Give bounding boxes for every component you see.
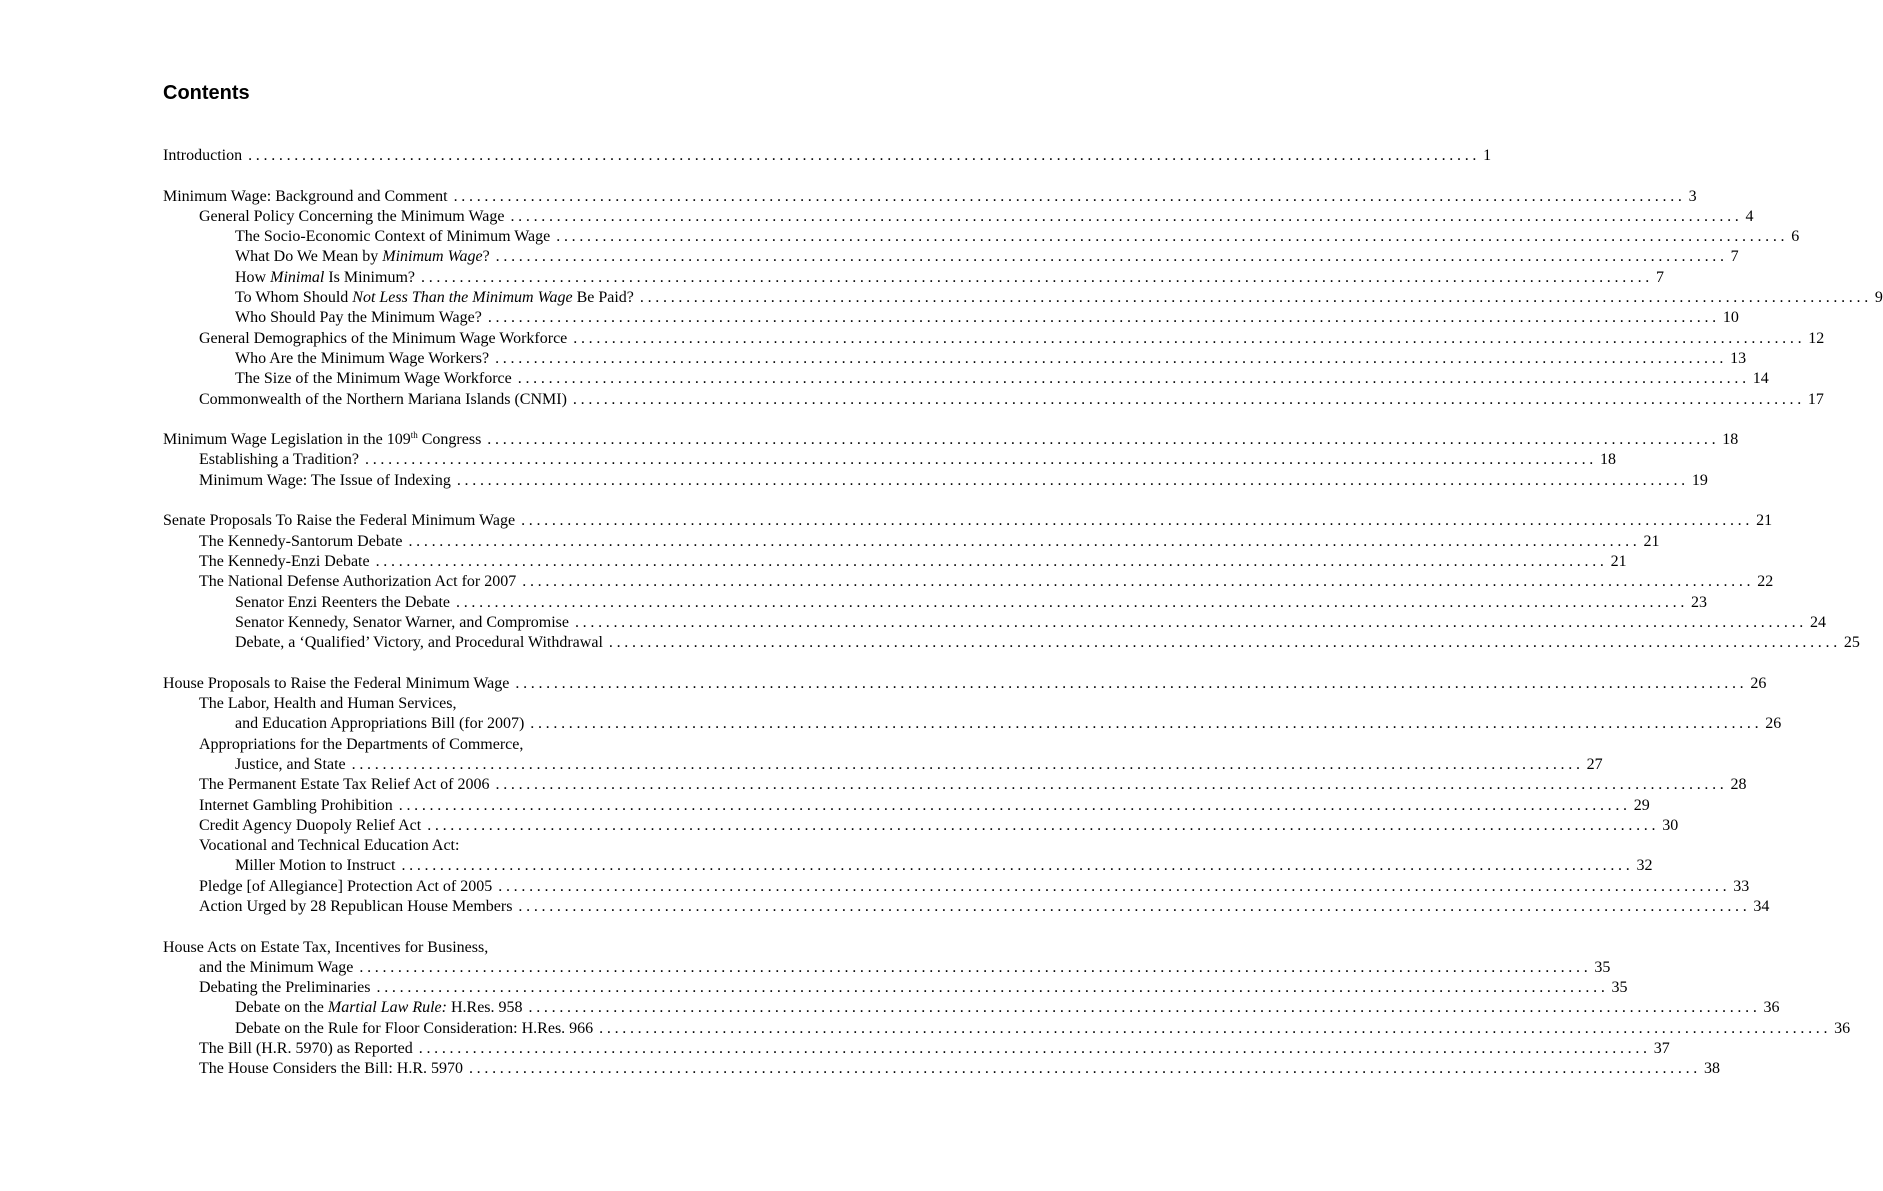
toc-entry[interactable] [163,694,759,714]
toc-entry[interactable] [163,450,1616,470]
toc-entry[interactable] [163,735,759,755]
dot-leader: ................................................................................................................................................................ [456,471,1689,489]
dot-leader: ................................................................................................................................................................ [487,309,1720,327]
toc-page-number: 7 [1656,268,1664,286]
toc-entry-title: The Bill (H.R. 5970) as Reported [199,1040,413,1058]
toc-entry[interactable] [163,958,1611,978]
toc-page-number: 36 [1834,1019,1851,1037]
toc-page-number: 36 [1763,999,1780,1017]
toc-entry-title: Justice, and State [235,755,346,773]
dot-leader: ................................................................................................................................................................ [375,552,1608,570]
toc-entry-title: General Policy Concerning the Minimum Wage [199,207,505,225]
toc-entry-title: House Acts on Estate Tax, Incentives for Business, [163,938,489,956]
toc-page-number: 21 [1643,532,1660,550]
toc-entry-title: Debate, a ‘Qualified’ Victory, and Procedural Withdrawal [235,634,603,652]
dot-leader: ................................................................................................................................................................ [408,532,1641,550]
toc-page-number: 22 [1757,573,1774,591]
toc-page-number: 12 [1808,329,1825,347]
toc-entry[interactable] [163,1059,1720,1079]
toc-entry-title: Minimum Wage: Background and Comment [163,187,448,205]
dot-leader: ................................................................................................................................................................ [573,329,1806,347]
toc-entry[interactable] [163,288,1883,308]
dot-leader: ................................................................................................................................................................ [487,431,1720,449]
toc-entry-title: Miller Motion to Instruct [235,857,396,875]
toc-page-number: 26 [1750,674,1767,692]
page-title: Contents [163,82,250,104]
toc-entry[interactable] [163,593,1708,613]
table-of-contents [163,146,1883,1080]
toc-entry[interactable] [163,775,1747,795]
toc-entry-title: The Size of the Minimum Wage Workforce [235,370,512,388]
toc-entry-title: Minimum Wage Legislation in the 109th Congress [163,430,482,449]
toc-page-number: 24 [1809,613,1826,631]
toc-entry[interactable] [163,511,1773,531]
dot-leader: ................................................................................................................................................................ [521,512,1754,530]
toc-page-number: 35 [1594,958,1611,976]
toc-entry[interactable] [163,349,1747,369]
dot-leader: ................................................................................................................................................................ [599,1019,1832,1037]
toc-page-number: 19 [1691,471,1708,489]
toc-entry[interactable] [163,998,1780,1018]
toc-page-number: 26 [1765,715,1782,733]
toc-page-number: 27 [1586,755,1603,773]
toc-entry[interactable] [163,369,1769,389]
toc-page-number: 35 [1611,979,1628,997]
dot-leader: ................................................................................................................................................................ [359,958,1592,976]
dot-leader: ................................................................................................................................................................ [398,796,1631,814]
dot-leader: ................................................................................................................................................................ [574,613,1807,631]
toc-entry-title: To Whom Should Not Less Than the Minimum Wage Be Paid? [235,289,634,307]
dot-leader: ................................................................................................................................................................ [522,573,1755,591]
toc-page-number: 17 [1807,390,1824,408]
dot-leader: ................................................................................................................................................................ [510,207,1743,225]
dot-leader: ................................................................................................................................................................ [608,634,1841,652]
toc-entry[interactable] [163,247,1739,267]
toc-page-number: 18 [1600,451,1616,469]
toc-entry[interactable] [163,836,759,856]
toc-entry-title: and the Minimum Wage [199,958,354,976]
dot-leader: ................................................................................................................................................................ [639,289,1872,307]
toc-page-number: 6 [1791,228,1800,246]
toc-entry[interactable] [163,207,1754,227]
toc-page-number: 7 [1730,248,1739,266]
dot-leader: ................................................................................................................................................................ [498,877,1731,895]
toc-entry[interactable] [163,1039,1670,1059]
toc-entry-title: Senator Enzi Reenters the Debate [235,593,451,611]
toc-entry[interactable] [163,897,1770,917]
dot-leader: ................................................................................................................................................................ [528,999,1761,1017]
dot-leader: ................................................................................................................................................................ [351,755,1584,773]
toc-entry-title: The Labor, Health and Human Services, [199,695,457,713]
dot-leader: ................................................................................................................................................................ [421,268,1653,286]
toc-page-number: 4 [1745,207,1754,225]
toc-entry-title: Debating the Preliminaries [199,979,371,997]
dot-leader: ................................................................................................................................................................ [572,390,1805,408]
toc-entry-title: The House Considers the Bill: H.R. 5970 [199,1060,463,1078]
dot-leader: ................................................................................................................................................................ [468,1060,1701,1078]
toc-page-number: 33 [1733,877,1750,895]
dot-leader: ................................................................................................................................................................ [401,857,1634,875]
dot-leader: ................................................................................................................................................................ [556,228,1789,246]
toc-entry-title: Introduction [163,147,243,164]
dot-leader: ................................................................................................................................................................ [453,187,1686,205]
dot-leader: ................................................................................................................................................................ [248,147,1481,164]
toc-page-number: 34 [1753,897,1770,915]
toc-entry[interactable] [163,856,1653,876]
toc-entry-title: Action Urged by 28 Republican House Members [199,897,513,915]
dot-leader: ................................................................................................................................................................ [376,979,1609,997]
toc-page-number: 37 [1653,1040,1670,1058]
toc-entry[interactable] [163,714,1782,734]
toc-entry[interactable] [163,268,1664,288]
toc-entry-title: Senate Proposals To Raise the Federal Minimum Wage [163,512,516,530]
toc-entry-title: Debate on the Rule for Floor Consideration: H.Res. 966 [235,1019,594,1037]
toc-entry-title: The National Defense Authorization Act for 2007 [199,573,517,591]
toc-entry-title: Senator Kennedy, Senator Warner, and Compromise [235,613,569,631]
toc-page-number: 25 [1843,634,1860,652]
toc-entry[interactable] [163,146,1492,166]
toc-entry-title: Pledge [of Allegiance] Protection Act of 2005 [199,877,493,895]
dot-leader: ................................................................................................................................................................ [517,370,1750,388]
toc-page-number: 30 [1662,816,1679,834]
toc-entry[interactable] [163,572,1774,592]
toc-entry[interactable] [163,613,1826,633]
dot-leader: ................................................................................................................................................................ [427,816,1660,834]
toc-page-number: 13 [1730,349,1747,367]
toc-entry[interactable] [163,877,1750,897]
toc-entry-title: Debate on the Martial Law Rule: H.Res. 958 [235,999,523,1017]
toc-entry-title: The Permanent Estate Tax Relief Act of 2006 [199,776,490,794]
dot-leader: ................................................................................................................................................................ [418,1040,1651,1058]
toc-entry-title: House Proposals to Raise the Federal Minimum Wage [163,674,510,692]
toc-entry[interactable] [163,532,1660,552]
toc-page-number: 29 [1633,796,1650,814]
dot-leader: ................................................................................................................................................................ [495,248,1728,266]
toc-page-number: 18 [1722,431,1739,449]
dot-leader: ................................................................................................................................................................ [518,897,1751,915]
toc-entry[interactable] [163,755,1603,775]
toc-entry[interactable] [163,187,1697,207]
toc-entry-title: Vocational and Technical Education Act: [199,837,460,855]
toc-page-number: 38 [1703,1060,1720,1078]
toc-entry-title: Who Are the Minimum Wage Workers? [235,349,490,367]
toc-page-number: 10 [1722,309,1739,327]
toc-entry-title: Minimum Wage: The Issue of Indexing [199,471,451,489]
toc-entry[interactable] [163,430,1739,450]
toc-entry-title: What Do We Mean by Minimum Wage? [235,248,490,266]
dot-leader: ................................................................................................................................................................ [530,715,1763,733]
toc-entry[interactable] [163,471,1708,491]
dot-leader: ................................................................................................................................................................ [515,674,1748,692]
toc-entry-title: Appropriations for the Departments of Commerce, [199,735,524,753]
toc-entry[interactable] [163,308,1739,328]
toc-page-number: 23 [1691,593,1708,611]
dot-leader: ................................................................................................................................................................ [456,593,1689,611]
toc-entry[interactable] [163,796,1650,816]
toc-page-number: 32 [1636,857,1653,875]
toc-entry[interactable] [163,390,1824,410]
toc-page-number: 21 [1610,552,1627,570]
toc-entry-title: The Socio-Economic Context of Minimum Wage [235,228,551,246]
toc-page-number: 28 [1730,776,1747,794]
toc-entry-title: Establishing a Tradition? [199,451,359,469]
toc-entry[interactable] [163,1019,1851,1039]
toc-entry-title: How Minimal Is Minimum? [235,268,415,286]
toc-entry[interactable] [163,633,1860,653]
toc-entry[interactable] [163,227,1800,247]
toc-entry[interactable] [163,329,1825,349]
toc-entry-title: Who Should Pay the Minimum Wage? [235,309,482,327]
toc-entry[interactable] [163,674,1767,694]
toc-entry-title: General Demographics of the Minimum Wage Workforce [199,329,568,347]
toc-entry[interactable] [163,552,1627,572]
toc-page-number: 21 [1756,512,1773,530]
toc-entry[interactable] [163,978,1628,998]
toc-entry[interactable] [163,938,759,958]
toc-entry-title: and Education Appropriations Bill (for 2007) [235,715,525,733]
toc-page-number: 3 [1688,187,1697,205]
toc-entry-title: Credit Agency Duopoly Relief Act [199,816,422,834]
toc-entry-title: The Kennedy-Santorum Debate [199,532,403,550]
dot-leader: ................................................................................................................................................................ [495,349,1728,367]
toc-page-number: 14 [1752,370,1769,388]
toc-entry-title: Commonwealth of the Northern Mariana Islands (CNMI) [199,390,567,408]
toc-entry[interactable] [163,816,1679,836]
dot-leader: ................................................................................................................................................................ [365,451,1597,469]
toc-entry-title: Internet Gambling Prohibition [199,796,393,814]
toc-page-number: 1 [1483,147,1492,164]
toc-page-number: 9 [1874,289,1883,307]
toc-entry-title: The Kennedy-Enzi Debate [199,552,370,570]
dot-leader: ................................................................................................................................................................ [495,776,1728,794]
